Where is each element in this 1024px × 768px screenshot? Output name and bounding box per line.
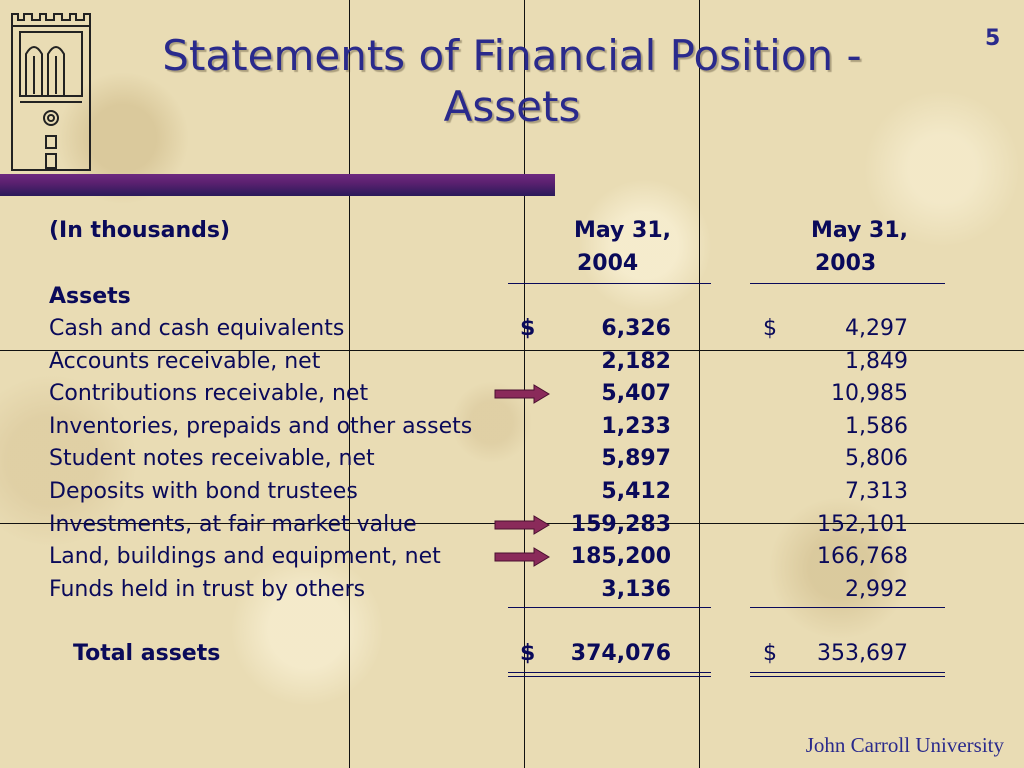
header-row (0, 215, 1024, 247)
total-2004: 374,076 (570, 641, 671, 666)
value-2004: 5,897 (601, 446, 671, 471)
table-row (0, 574, 1024, 606)
total-double-underline (750, 676, 945, 677)
value-2003: 4,297 (845, 316, 908, 341)
total-2003: 353,697 (817, 641, 908, 666)
value-2004: 2,182 (601, 349, 671, 374)
value-2004: 159,283 (570, 512, 671, 537)
currency-symbol: $ (520, 641, 536, 666)
value-2003: 1,849 (845, 349, 908, 374)
right-arrow-icon (494, 384, 550, 404)
table-row (0, 346, 1024, 378)
col2-header-line1: May 31, (810, 218, 908, 243)
row-label: Student notes receivable, net (49, 446, 375, 471)
value-2003: 2,992 (845, 577, 908, 602)
table-row (0, 411, 1024, 443)
value-2003: 5,806 (845, 446, 908, 471)
slide-title (100, 30, 924, 132)
units-label: (In thousands) (49, 218, 231, 243)
value-2003: 152,101 (817, 512, 908, 537)
row-label: Contributions receivable, net (49, 381, 369, 406)
row-label: Cash and cash equivalents (49, 316, 345, 341)
subtotal-underline (508, 607, 711, 608)
row-label: Investments, at fair market value (49, 512, 417, 537)
currency-symbol: $ (763, 316, 777, 341)
currency-symbol: $ (763, 641, 777, 666)
col1-header-line2: 2004 (577, 251, 639, 276)
currency-symbol: $ (520, 316, 536, 341)
right-arrow-icon (494, 547, 550, 567)
value-2003: 7,313 (845, 479, 908, 504)
value-2003: 10,985 (831, 381, 908, 406)
slide-title-line1: Statements of Financial Position - (162, 31, 862, 80)
table-row (0, 443, 1024, 475)
header-row-2 (0, 248, 1024, 280)
subtotal-underline (750, 607, 945, 608)
value-2004: 5,412 (601, 479, 671, 504)
table-row (0, 476, 1024, 508)
university-tower-logo-icon (4, 6, 94, 172)
total-double-underline (508, 676, 711, 677)
total-label: Total assets (73, 641, 221, 666)
total-double-underline (750, 672, 945, 673)
row-label: Accounts receivable, net (49, 349, 321, 374)
col1-header-line1: May 31, (573, 218, 671, 243)
row-label: Funds held in trust by others (49, 577, 366, 602)
value-2004: 5,407 (601, 381, 671, 406)
row-label: Deposits with bond trustees (49, 479, 358, 504)
col2-header-line2: 2003 (815, 251, 877, 276)
total-double-underline (508, 672, 711, 673)
slide-title-line2: Assets (443, 82, 581, 131)
value-2003: 166,768 (817, 544, 908, 569)
section-label: Assets (49, 284, 131, 309)
value-2003: 1,586 (845, 414, 908, 439)
title-divider-bar (0, 174, 555, 196)
value-2004: 1,233 (601, 414, 671, 439)
total-row (0, 638, 1024, 670)
page-number: 5 (985, 26, 1001, 51)
section-row (0, 281, 1024, 313)
table-row (0, 313, 1024, 345)
right-arrow-icon (494, 515, 550, 535)
row-label: Land, buildings and equipment, net (49, 544, 441, 569)
value-2004: 3,136 (601, 577, 671, 602)
value-2004: 6,326 (601, 316, 671, 341)
row-label: Inventories, prepaids and other assets (49, 414, 473, 439)
footer-university-name: John Carroll University (805, 733, 1004, 757)
value-2004: 185,200 (570, 544, 671, 569)
